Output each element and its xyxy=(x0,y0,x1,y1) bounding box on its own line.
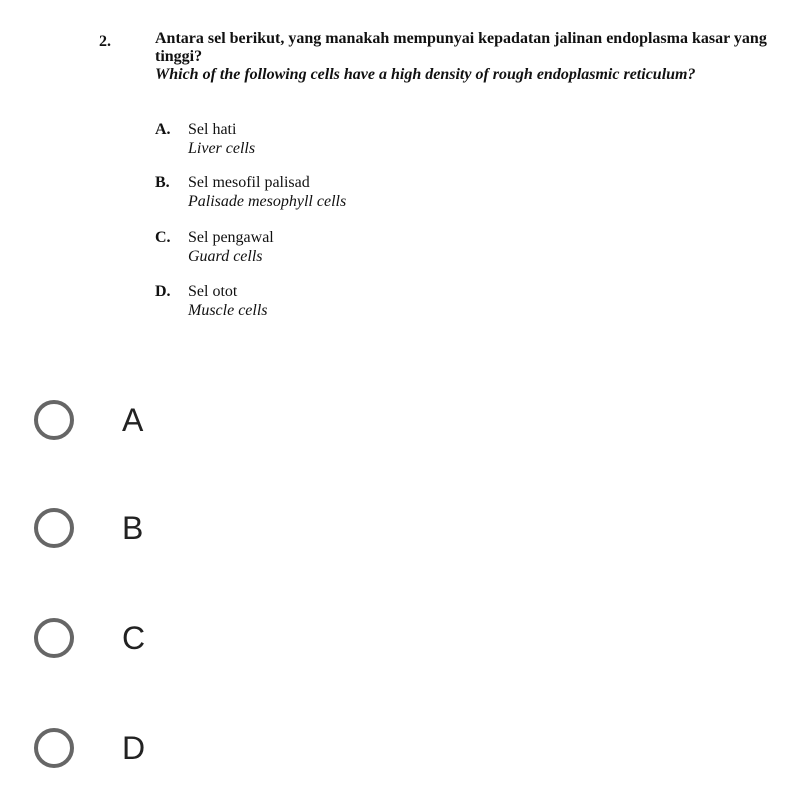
radio-icon[interactable] xyxy=(34,400,74,440)
choice-d[interactable]: D xyxy=(34,718,145,778)
choice-b[interactable]: B xyxy=(34,498,143,558)
question-number: 2. xyxy=(99,33,111,50)
radio-icon[interactable] xyxy=(34,728,74,768)
question-text-en: Which of the following cells have a high density of rough endoplasmic reticulum? xyxy=(155,66,696,83)
question-stem xyxy=(155,30,775,84)
question-image: 2. Antara sel berikut, yang manakah mempunyai kepadatan jalinan endoplasma kasar yang tinggi? Which of the following cells have a high density of rough endoplasmic reticulum? A. Sel hati Liver cells B. Sel mesofil palisad Palisade mesophyll cells C. Sel pengawal Guard cells D. Sel otot Muscle cells xyxy=(0,0,794,360)
radio-icon[interactable] xyxy=(34,508,74,548)
choice-a[interactable]: A xyxy=(34,390,143,450)
question-text-ms: Antara sel berikut, yang manakah mempunyai kepadatan jalinan endoplasma kasar yang tinggi? xyxy=(155,30,767,65)
choice-c[interactable]: C xyxy=(34,608,145,668)
radio-icon[interactable] xyxy=(34,618,74,658)
